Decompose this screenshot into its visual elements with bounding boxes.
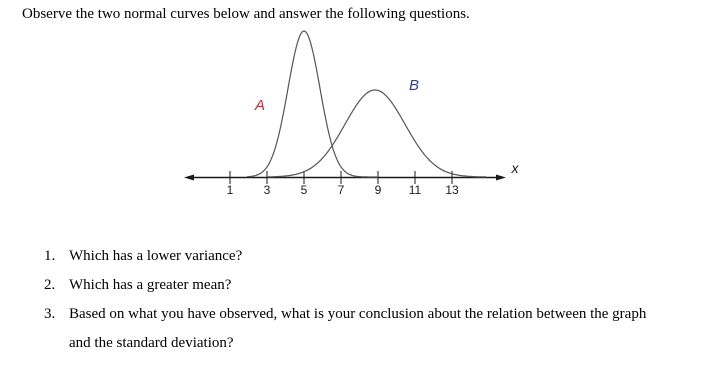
tick-label: 9 [374,183,382,197]
question-number: 1. [44,248,56,264]
question-text: Which has a greater mean? [69,277,232,293]
tick-label: 13 [445,183,459,197]
curve-b [268,90,486,177]
question-text: Which has a lower variance? [69,248,243,264]
question-number: 2. [44,277,56,293]
question-text: Based on what you have observed, what is your conclusion about the relation between the graph [69,306,647,322]
tick-label: 1 [226,183,234,197]
tick-label: 5 [300,183,308,197]
curve-a [247,31,378,177]
curve-a-label: A [254,97,266,114]
x-axis-label: x [511,160,519,176]
curve-b-label: B [408,77,420,94]
tick-label: 11 [408,183,422,197]
questions-list [44,242,646,358]
axis-right-arrow [496,175,506,181]
tick-label: 3 [263,183,271,197]
axis-left-arrow [184,175,194,181]
question-item [44,242,646,271]
question-item [44,271,646,300]
tick-label: 7 [337,183,345,197]
question-text-continuation: and the standard deviation? [69,335,234,351]
question-number: 3. [44,306,56,322]
question-item [44,300,646,358]
intro-text: Observe the two normal curves below and answer the following questions. [22,6,470,22]
